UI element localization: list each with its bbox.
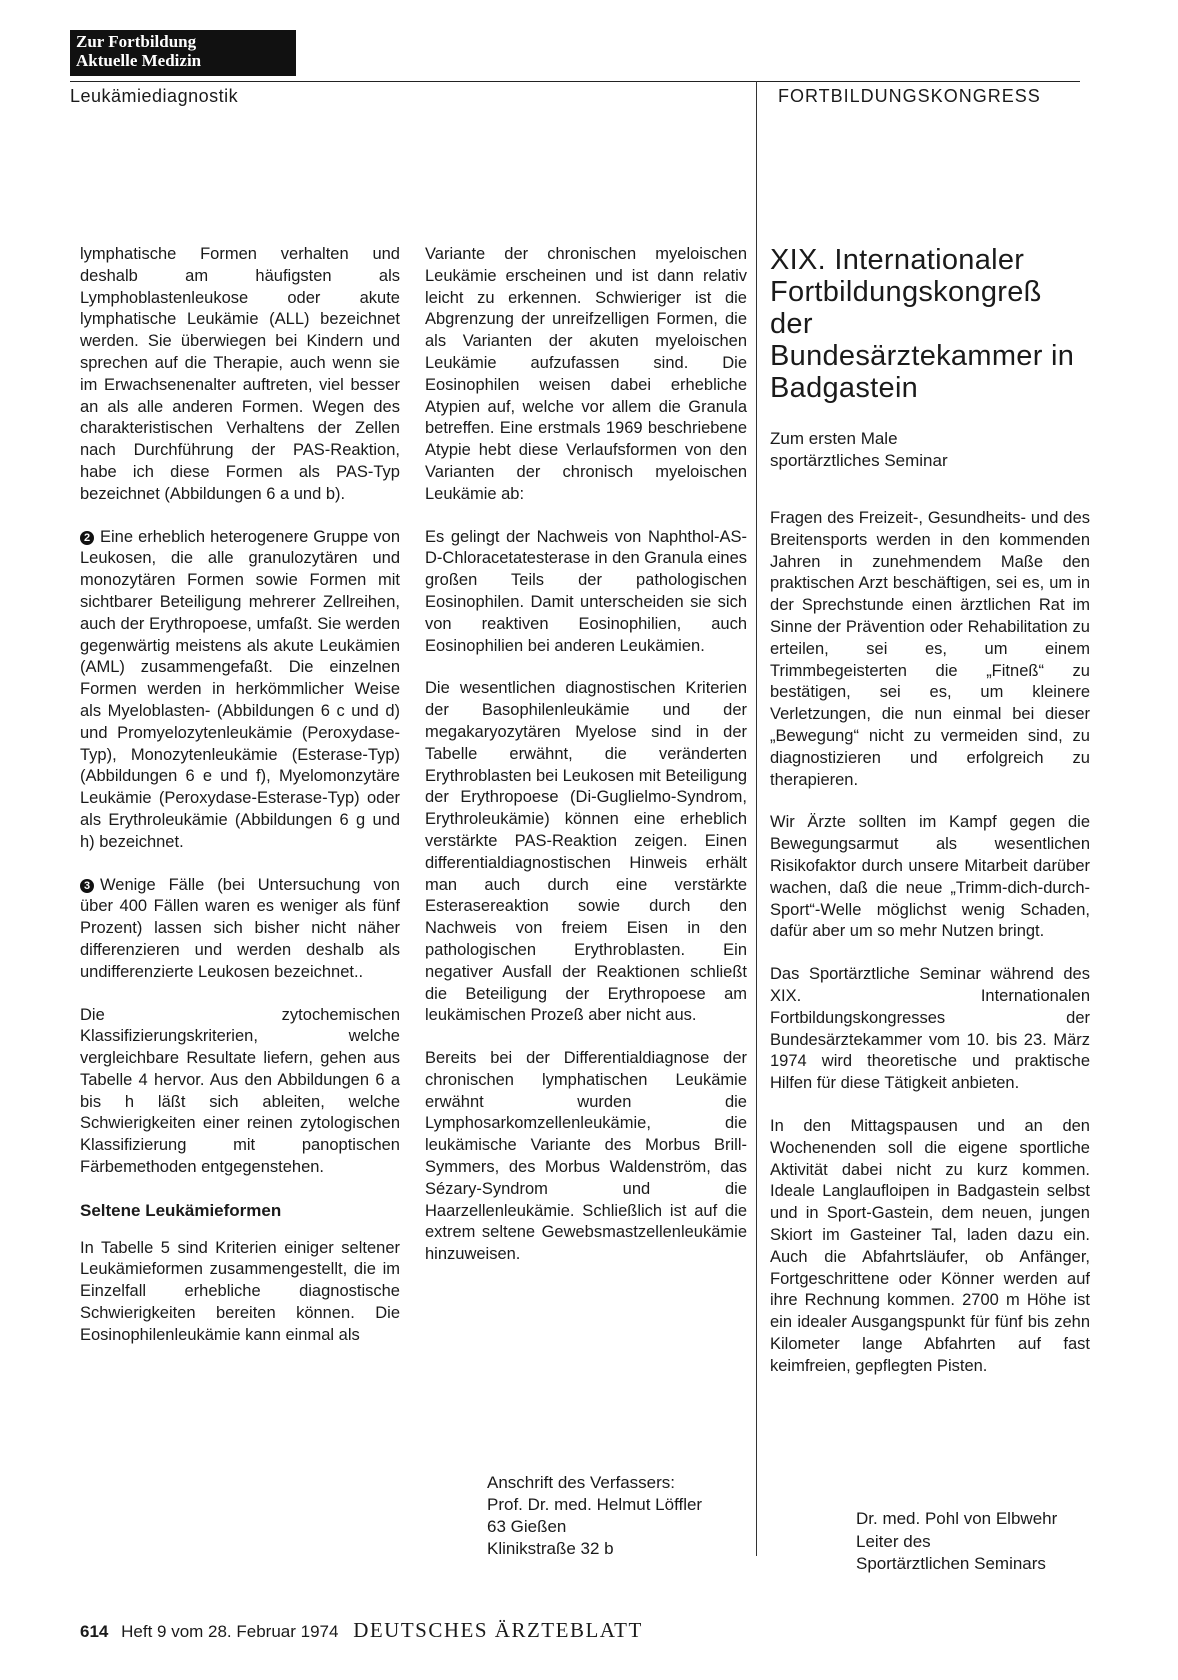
- running-head-left: Leukämiediagnostik: [70, 86, 239, 106]
- paragraph-text: Eine erheblich heterogenere Gruppe von Leukosen, die alle granulozytären und monozytären Formen sowie Formen mit sichtbarer Beteiligung mehrerer Zellreihen, auch der Erythropoese, umfaßt. Sie werden gegenwärtig meistens als akute Leukämien (AML) zusammengefaßt. Die einzelnen Formen werden in herkömmlicher Weise als Myeloblasten- (Abbildungen 6 c und d) und Promyelozytenleukämie (Peroxydase-Typ), Monozytenleukämie (Esterase-Typ) (Abbildungen 6 e und f), Myelomonzytäre Leukämie (Peroxydase-Esterase-Typ) oder als Erythroleukämie (Abbildungen 6 g und h) bezeichnet.: [80, 527, 400, 851]
- paragraph: Die wesentlichen diagnostischen Kriterien der Basophilenleukämie und der megakaryozytären Myelose sind in der Tabelle erwähnt, die veränderten Erythroblasten bei Leukosen mit Beteiligung der Erythropoese (Di-Guglielmo-Syndrom, Erythroleukämie) können eine erheblich verstärkte PAS-Reaktion zeigen. Einen differentialdiagnostischen Hinweis erhält man auch durch eine verstärkte Esterasereaktion sowie durch den Nachweis von freiem Eisen in den pathologischen Erythroblasten. Ein negativer Ausfall der Reaktionen schließt die Beteiligung der Erythropoese am leukämischen Prozeß aber nicht aus.: [425, 679, 747, 1025]
- address-line: Klinikstraße 32 b: [487, 1539, 614, 1558]
- article-column-2: [425, 244, 747, 1287]
- paragraph: Es gelingt der Nachweis von Naphthol-AS-D-Chloracetatesterase in den Granula eines großen Teils der pathologischen Eosinophilen. Damit unterscheiden sie sich von reaktiven Eosinophilien, auch Eosinophilien bei anderen Leukämien.: [425, 527, 747, 655]
- paragraph: Die zytochemischen Klassifizierungskriterien, welche vergleichbare Resultate liefern, gehen aus Tabelle 4 hervor. Aus den Abbildungen 6 a bis h läßt sich ableiten, welche Schwierigkeiten einer reinen zytologischen Klassifizierung mit panoptischen Färbemethoden entgegenstehen.: [80, 1005, 400, 1177]
- subtitle-line: sportärztliches Seminar: [770, 451, 948, 470]
- paragraph: Bereits bei der Differentialdiagnose der chronischen lymphatischen Leukämie erwähnt wurden die Lymphosarkomzellenleukämie, die leukämische Variante des Morbus Brill-Symmers, des Morbus Waldenström, das Sézary-Syndrom und die Haarzellenleukämie. Schließlich ist auf die extrem seltene Gewebsmastzellenleukämie hinzuweisen.: [425, 1049, 747, 1264]
- paragraph: lymphatische Formen verhalten und deshalb am häufigsten als Lymphoblastenleukose oder akute lymphatische Leukämie (ALL) bezeichnet werden. Sie überwiegen bei Kindern und sprechen auf die Therapie, auch wenn sie im Erwachsenenalter auftreten, viel besser an als alle anderen Formen. Wegen des charakteristischen Verhaltens der Zellen nach Durchführung der PAS-Reaktion, habe ich diese Formen als PAS-Typ bezeichnet (Abbildungen 6 a und b).: [80, 245, 400, 503]
- signature-line: Leiter des: [856, 1531, 931, 1551]
- address-line: Prof. Dr. med. Helmut Löffler: [487, 1495, 703, 1514]
- header-rule: [70, 81, 1080, 82]
- paragraph: In den Mittagspausen und an den Wochenenden soll die eigene sportliche Aktivität dabei nicht zu kurz kommen. Ideale Langlaufloipen in Badgastein selbst und in Sport-Gastein, dem neuen, jungen Skiort im Gasteiner Tal, laden dazu ein. Auch die Abfahrtsläufer, ob Anfänger, Fortgeschrittene oder Könner werden auf ihre Rechnung kommen. 2700 m Höhe ist ein idealer Ausgangspunkt für fünf bis zehn Kilometer lange Abfahrten auf fast keimfreien, gepflegten Pisten.: [770, 1116, 1090, 1375]
- running-head-right: FORTBILDUNGSKONGRESS: [778, 86, 1041, 106]
- signature-line: Sportärztlichen Seminars: [856, 1554, 1046, 1573]
- paragraph: Wir Ärzte sollten im Kampf gegen die Bewegungsarmut als wesentlichen Risikofaktor durch unsere Mitarbeit darüber wachen, daß die neue „Trimm-dich-durch-Sport“-Welle möglichst wenig Schaden, dafür aber um so mehr Nutzen bringt.: [770, 813, 1090, 941]
- signature-line: Dr. med. Pohl von Elbwehr: [856, 1509, 1058, 1528]
- paragraph: In Tabelle 5 sind Kriterien einiger seltener Leukämieformen zusammengestellt, die im Einzelfall erhebliche diagnostische Schwierigkeiten bereiten können. Die Eosinophilenleukämie kann einmal als: [80, 1238, 400, 1344]
- address-line: Anschrift des Verfassers:: [487, 1473, 676, 1492]
- congress-title: XIX. Internationaler Fortbildungskongreß der Bundesärztekammer in Badgastein: [770, 244, 1075, 404]
- congress-subtitle: [770, 428, 1090, 472]
- section-heading: Seltene Leukämieformen: [80, 1200, 282, 1220]
- badge-line-2: Aktuelle Medizin: [76, 51, 202, 70]
- paragraph: [80, 527, 400, 854]
- author-address: [487, 1472, 702, 1560]
- column-divider: [756, 81, 757, 1556]
- page-footer: [80, 1618, 643, 1643]
- paragraph: Das Sportärztliche Seminar während des XIX. Internationalen Fortbildungskongresses der Bundesärztekammer vom 10. bis 23. März 1974 wird theoretische und praktische Hilfen für diese Tätigkeit anbieten.: [770, 965, 1090, 1093]
- paragraph: Fragen des Freizeit-, Gesundheits- und des Breitensports werden in den kommenden Jahren in zunehmendem Maße den praktischen Arzt beschäftigen, sei es, um in der Sprechstunde einen ärztlichen Rat im Sinne der Prävention oder Rehabilitation zu erteilen, sei es, um einem Trimmbegeisterten die „Fitneß“ zu bestätigen, sei es, um kleinere Verletzungen, die nun einmal bei dieser „Bewegung“ nicht zu vermeiden sind, zu diagnostizieren und erfolgreich zu therapieren.: [770, 509, 1090, 789]
- section-badge: [70, 30, 296, 76]
- signature-block: [856, 1508, 1057, 1576]
- paragraph: Variante der chronischen myeloischen Leukämie erscheinen und ist dann relativ leicht zu erkennen. Schwieriger ist die Abgrenzung der unreifzelligen Formen, die als Varianten der akuten myeloischen Leukämie aufzufassen sind. Die Eosinophilen weisen dabei erhebliche Atypien auf, welche vor allem die Granula betreffen. Eine erstmals 1969 beschriebene Atypie hebt diese Verlaufsformen von den Varianten der chronisch myeloischen Leukämie ab:: [425, 245, 747, 503]
- paragraph: [80, 875, 400, 984]
- number-bullet-2: 2: [80, 531, 94, 545]
- subtitle-line: Zum ersten Male: [770, 429, 898, 448]
- badge-line-1: Zur Fortbildung: [76, 32, 197, 51]
- journal-masthead: DEUTSCHES ÄRZTEBLATT: [353, 1618, 643, 1642]
- address-line: 63 Gießen: [487, 1517, 567, 1536]
- article-column-1: [80, 244, 400, 1368]
- number-bullet-3: 3: [80, 879, 94, 893]
- issue-info: Heft 9 vom 28. Februar 1974: [121, 1622, 339, 1641]
- paragraph-text: Wenige Fälle (bei Untersuchung von über 400 Fällen waren es weniger als fünf Prozent) lassen sich bisher nicht näher differenzieren und werden deshalb als undifferenzierte Leukosen bezeichnet..: [80, 875, 400, 981]
- page-number: 614: [80, 1622, 109, 1641]
- congress-column: [770, 244, 1090, 1398]
